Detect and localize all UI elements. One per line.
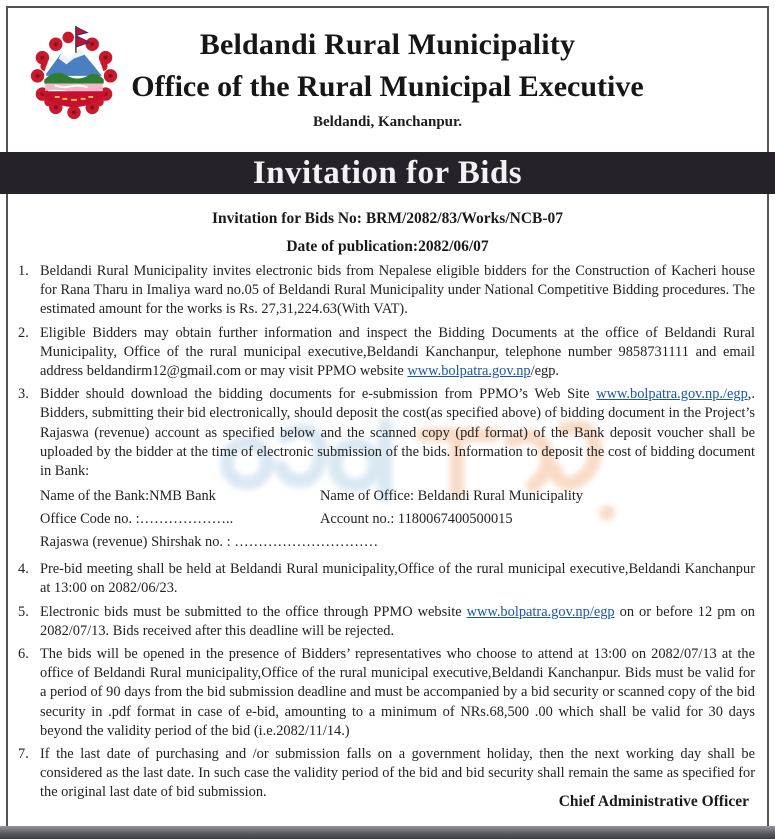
item-text-segment: /egp. bbox=[530, 363, 559, 380]
notice-body bbox=[18, 262, 755, 807]
item-text-segment: Bidder should download the bidding documents for e-submission from PPMO’s Web Site bbox=[40, 386, 597, 403]
publication-date-line: Date of publication:2082/06/07 bbox=[286, 238, 489, 255]
location-line: Beldandi, Kanchanpur. bbox=[312, 114, 463, 130]
municipality-title: Beldandi Rural Municipality bbox=[199, 28, 576, 61]
item-text: If the last date of purchasing and /or submission falls on a government holiday, then the next working day shall be considered as the last date. In such case the validity period of the bid and bid security shall remain the same as specified for the original last date of bid submission. bbox=[40, 746, 755, 801]
item-text bbox=[40, 324, 755, 382]
bank-deposit-info bbox=[40, 485, 755, 554]
list-item-3 bbox=[18, 385, 755, 481]
account-number: Account no.: 1180067400500015 bbox=[320, 511, 513, 528]
bolpatra-link[interactable]: www.bolpatra.gov.np bbox=[407, 363, 531, 380]
bank-info-row bbox=[40, 508, 755, 531]
list-item-5 bbox=[18, 603, 755, 641]
bolpatra-egp-link-2[interactable]: www.bolpatra.gov.np/egp bbox=[466, 603, 615, 620]
item-text bbox=[40, 385, 755, 481]
item-number: 4. bbox=[18, 561, 29, 578]
item-text: The bids will be opened in the presence of Bidders’ representatives who choose to attend at 13:00 on 2082/07/13 at the office of Beldandi Rural municipality,Office of the rural municipal executive,Beldandi Kanchanpur. Bids must be valid for a period of 90 days from the bid submission deadline and must be accompanied by a bid security or scanned copy of the bid security in .pdf format in case of e-bid, amounting to a minimum of NRs.68,500 .00 which shall be valid for 30 days beyond the validity period of the bid (i.e.2082/11/14.) bbox=[40, 646, 755, 739]
bank-name: Name of the Bank:NMB Bank bbox=[40, 488, 216, 505]
bank-info-row bbox=[40, 485, 755, 508]
item-text: Beldandi Rural Municipality invites electronic bids from Nepalese eligible bidders for the Construction of Kacheri house for Rana Tharu in Imaliya ward no.05 of Beldandi Rural Municipality under National Competitive Bidding procedures. The estimated amount for the works is Rs. 27,31,224.63(With VAT). bbox=[40, 263, 755, 318]
invitation-banner bbox=[0, 152, 775, 194]
item-text-segment: Electronic bids must be submitted to the office through PPMO website bbox=[40, 603, 467, 620]
item-text-segment: ,. Bidders, submitting their bid electronically, should deposit the cost(as specified above) of bidding document in the Project’s Rajaswa (revenue) account as specified below and the scanned copy (pdf format) of the Bank deposit voucher shall be uploaded by the bidder at the time of electronic submission of the bids. Information to deposit the cost of bidding document in Bank: bbox=[40, 386, 755, 480]
item-number: 2. bbox=[18, 324, 29, 341]
item-number: 7. bbox=[18, 746, 29, 763]
bank-info-row bbox=[40, 531, 755, 554]
office-title: Office of the Rural Municipal Executive bbox=[131, 70, 644, 103]
list-item-2 bbox=[18, 324, 755, 382]
list-item-1 bbox=[18, 262, 755, 320]
office-name: Name of Office: Beldandi Rural Municipality bbox=[320, 488, 584, 505]
office-code: Office Code no. :……………….. bbox=[40, 511, 234, 528]
item-number: 6. bbox=[18, 646, 29, 663]
item-text: Pre-bid meeting shall be held at Beldandi Rural municipality,Office of the rural municipal executive,Beldandi Kanchanpur at 13:00 on 2082/06/23. bbox=[40, 561, 755, 597]
bottom-banner-strip bbox=[0, 826, 775, 839]
item-number: 5. bbox=[18, 603, 29, 620]
signature-line: Chief Administrative Officer bbox=[558, 793, 749, 810]
item-text bbox=[40, 603, 755, 641]
list-item-6 bbox=[18, 645, 755, 741]
item-text-segment: Eligible Bidders may obtain further information and inspect the Bidding Documents at the office of Beldandi Rural Municipality, Office of the rural municipal executive,Beldandi Kanchanpur, telephone number 9858731111 and email address beldandirm12@gmail.com or may visit PPMO website bbox=[40, 324, 755, 380]
bolpatra-egp-link[interactable]: www.bolpatra.gov.np./egp bbox=[596, 386, 748, 403]
item-number: 1. bbox=[18, 263, 29, 279]
bid-number-line: Invitation for Bids No: BRM/2082/83/Works/NCB-07 bbox=[211, 210, 564, 227]
rajaswa-shirshak: Rajaswa (revenue) Shirshak no. : ………………………… bbox=[40, 534, 379, 551]
invitation-banner-title: Invitation for Bids bbox=[252, 154, 523, 191]
item-number: 3. bbox=[18, 386, 29, 403]
list-item-4 bbox=[18, 560, 755, 598]
item-text-segment: on or before 12 pm on 2082/07/13. Bids received after this deadline will be rejected. bbox=[40, 603, 755, 639]
